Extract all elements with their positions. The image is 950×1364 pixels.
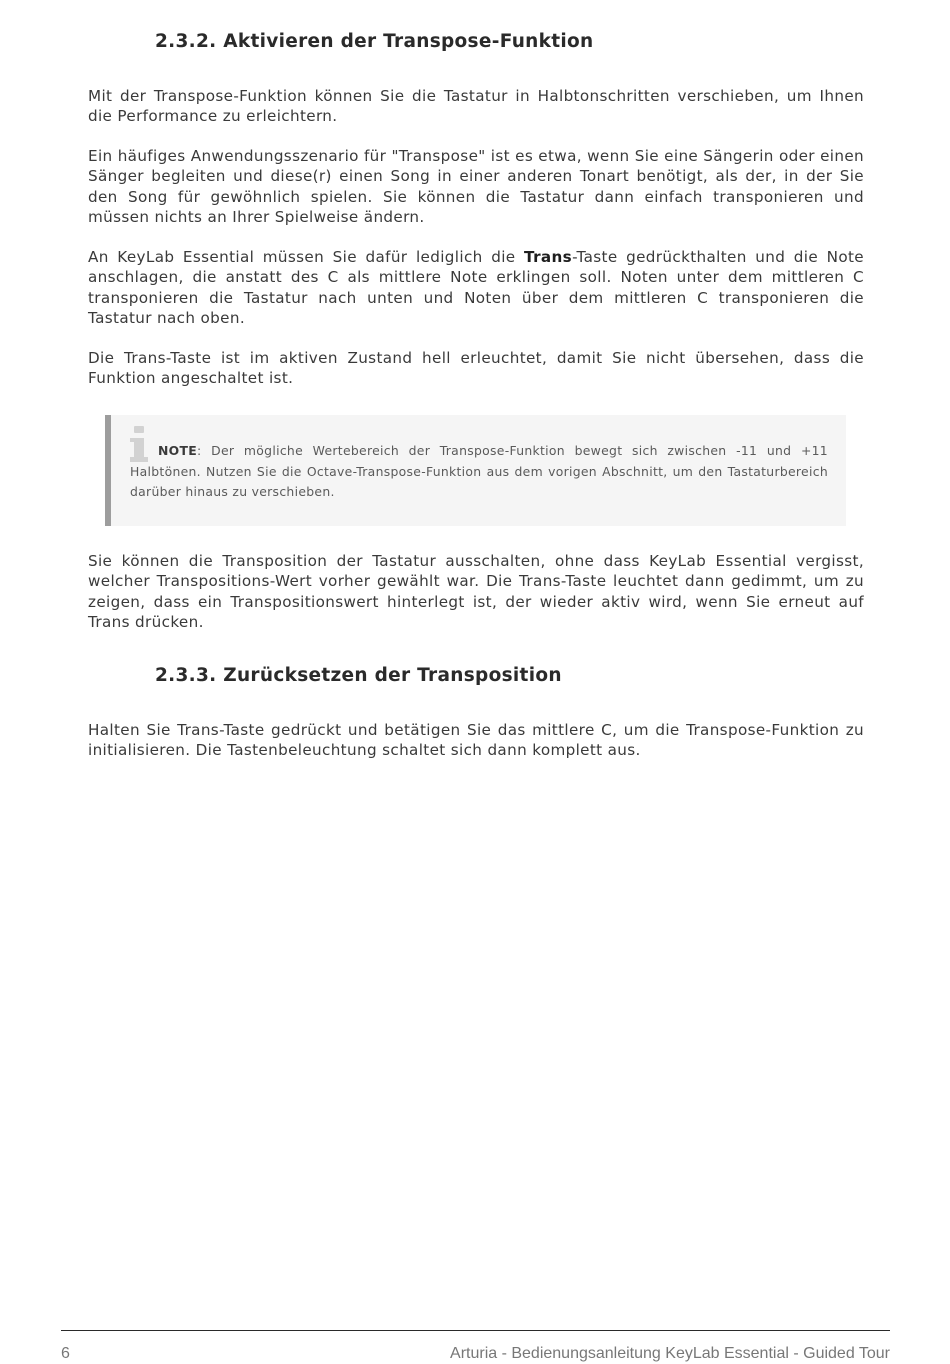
paragraph-reset-transposition: Halten Sie Trans-Taste gedrückt und betätigen Sie das mittlere C, um die Transpose-Funktion zu initialisieren. Die Tastenbeleuchtung schaltet sich dann komplett aus. xyxy=(88,721,864,760)
paragraph-transpose-intro: Mit der Transpose-Funktion können Sie die Tastatur in Halbtonschritten verschieben, um Ihnen die Performance zu erleichtern. xyxy=(88,87,864,126)
paragraph-trans-led: Die Trans-Taste ist im aktiven Zustand hell erleuchtet, damit Sie nicht übersehen, dass die Funktion angeschaltet ist. xyxy=(88,349,864,388)
section-heading-2-3-2: 2.3.2. Aktivieren der Transpose-Funktion xyxy=(155,31,594,52)
section-heading-2-3-3: 2.3.3. Zurücksetzen der Transposition xyxy=(155,665,562,686)
note-text xyxy=(130,441,828,503)
paragraph-transposition-off: Sie können die Transposition der Tastatur ausschalten, ohne dass KeyLab Essential vergisst, welcher Transpositions-Wert vorher gewählt war. Die Trans-Taste leuchtet dann gedimmt, um zu zeigen, dass ein Transpositionswert hinterlegt ist, der wieder aktiv wird, wenn Sie erneut auf Trans drücken. xyxy=(88,552,864,632)
paragraph-text: -Taste gedrückthalten und die Note anschlagen, die anstatt des C als mittlere Note erklingen soll. Noten unter dem mittleren C transponieren die Tastatur nach unten und Noten über dem mittleren C transponieren die Tastatur nach oben. xyxy=(88,248,864,328)
note-accent-bar xyxy=(105,415,111,526)
note-box xyxy=(105,415,846,526)
trans-key-label: Trans xyxy=(524,248,573,266)
paragraph-text: An KeyLab Essential müssen Sie dafür lediglich die xyxy=(88,248,525,266)
note-label: NOTE xyxy=(158,443,198,458)
footer-title: Arturia - Bedienungsanleitung KeyLab Essential - Guided Tour xyxy=(450,1345,890,1362)
footer-divider xyxy=(61,1330,890,1331)
footer-page-number: 6 xyxy=(61,1345,70,1362)
paragraph-transpose-scenario: Ein häufiges Anwendungsszenario für "Transpose" ist es etwa, wenn Sie eine Sängerin oder einen Sänger begleiten und diese(r) einen Song in einer anderen Tonart benötigt, als der, in der Sie den Song für gewöhnlich spielen. Sie können die Tastatur dann einfach transponieren und müssen nichts an Ihrer Spielweise ändern. xyxy=(88,147,864,227)
note-body: : Der mögliche Wertebereich der Transpose-Funktion bewegt sich zwischen -11 und +11 Halbtönen. Nutzen Sie die Octave-Transpose-Funktion aus dem vorigen Abschnitt, um den Tastaturbereich darüber hinaus zu verschieben. xyxy=(130,443,828,500)
paragraph-transpose-howto xyxy=(88,247,864,329)
